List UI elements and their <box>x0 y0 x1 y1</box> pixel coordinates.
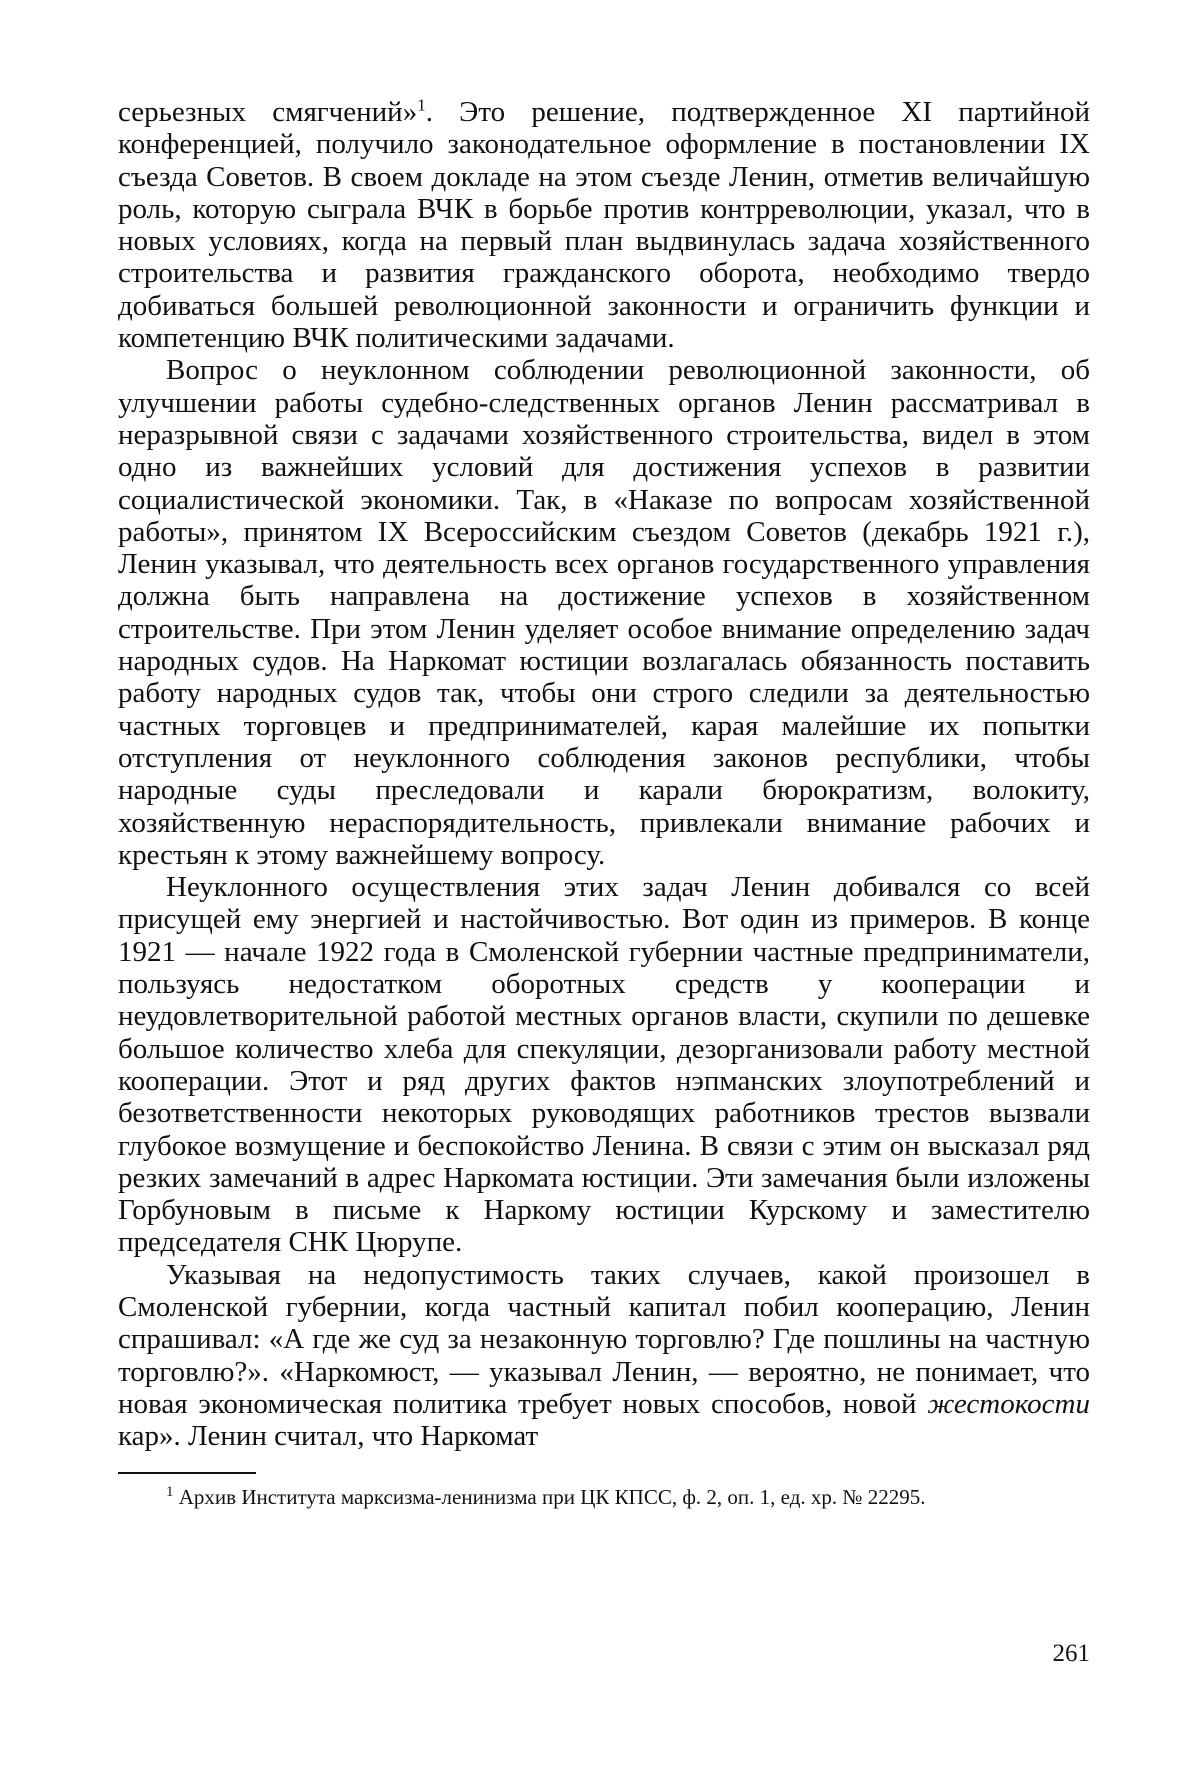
main-text <box>118 96 1090 1452</box>
paragraph-4-start: Указывая на недопустимость таких случаев, какой произошел в Смоленской губернии, когда частный капитал побил кооперацию, Ленин спрашивал: «А где же суд за незаконную торговлю? Где пошлины на частную торговлю?». «Наркомюст, — указывал Ленин, — вероятно, не понимает, что новая экономическая политика требует новых способов, новой <box>118 1258 1090 1420</box>
footnote-divider <box>118 1472 256 1474</box>
paragraph-2: Вопрос о неуклонном соблюдении революционной законности, об улучшении работы судебно-следственных органов Ленин рассматривал в неразрывной связи с задачами хозяйственного строительства, видел в этом одно из важнейших условий для достижения успехов в развитии социалистической экономики. Так, в «Наказе по вопросам хозяйственной работы», принятом IX Всероссийским съездом Советов (декабрь 1921 г.), Ленин указывал, что деятельность всех органов государственного управления должна быть направлена на достижение успехов в хозяйственном строительстве. При этом Ленин уделяет особое внимание определению задач народных судов. На Наркомат юстиции возлагалась обязанность поставить работу народных судов так, чтобы они строго следили за деятельностью частных торговцев и предпринимателей, карая малейшие их попытки отступления от неуклонного соблюдения законов республики, чтобы народные суды преследовали и карали бюрократизм, волокиту, хозяйственную нераспорядительность, привлекали внимание рабочих и крестьян к этому важнейшему вопросу. <box>118 354 1090 871</box>
footnote-reference[interactable]: 1 <box>417 95 426 115</box>
book-page <box>118 96 1090 1510</box>
page-number: 261 <box>1052 1640 1090 1667</box>
footnote <box>118 1484 1090 1510</box>
paragraph-4 <box>118 1259 1090 1453</box>
paragraph-4-end: кар». Ленин считал, что Наркомат <box>118 1420 539 1453</box>
footnote-number: 1 <box>166 1484 174 1501</box>
paragraph-1 <box>118 96 1090 354</box>
paragraph-1-rest: . Это решение, подтвержденное XI партийной конференцией, получило законодательное оформление в постановлении IX съезда Советов. В своем докладе на этом съезде Ленин, отметив величайшую роль, которую сыграла ВЧК в борьбе против контрреволюции, указал, что в новых условиях, когда на первый план выдвинулась задача хозяйственного строительства и развития гражданского оборота, необходимо твердо добиваться большей революционной законности и ограничить функции и компетенцию ВЧК политическими задачами. <box>118 96 1090 355</box>
emphasized-word: жестокости <box>927 1387 1090 1420</box>
paragraph-1-start: серьезных смягчений» <box>118 96 418 128</box>
footnote-text: Архив Института марксизма-ленинизма при ЦК КПСС, ф. 2, оп. 1, ед. хр. № 22295. <box>178 1485 926 1510</box>
paragraph-3: Неуклонного осуществления этих задач Ленин добивался со всей присущей ему энергией и настойчивостью. Вот один из примеров. В конце 1921 — начале 1922 года в Смоленской губернии частные предприниматели, пользуясь недостатком оборотных средств у кооперации и неудовлетворительной работой местных органов власти, скупили по дешевке большое количество хлеба для спекуляции, дезорганизовали работу местной кооперации. Этот и ряд других фактов нэпманских злоупотреблений и безответственности некоторых руководящих работников трестов вызвали глубокое возмущение и беспокойство Ленина. В связи с этим он высказал ряд резких замечаний в адрес Наркомата юстиции. Эти замечания были изложены Горбуновым в письме к Наркому юстиции Курскому и заместителю председателя СНК Цюрупе. <box>118 871 1090 1259</box>
